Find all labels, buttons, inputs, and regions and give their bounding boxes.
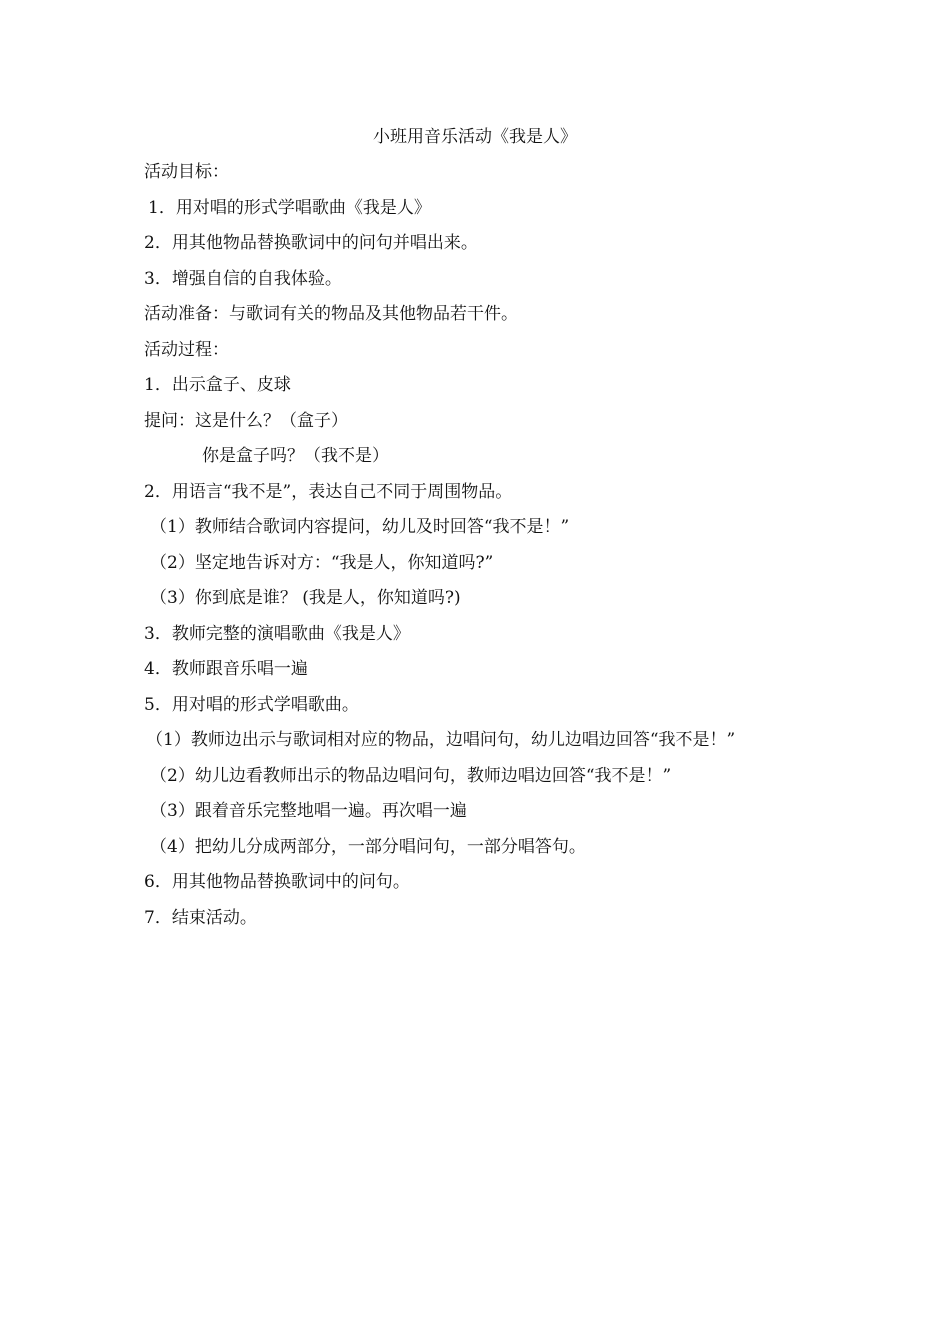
substep-5-2: （2）幼儿边看教师出示的物品边唱问句，教师边唱边回答“我不是！” [150, 765, 672, 786]
goal-item-1: 1．用对唱的形式学唱歌曲《我是人》 [148, 197, 431, 218]
substep-2-3: （3）你到底是谁？ (我是人，你知道吗?) [150, 588, 461, 608]
section-heading-goals: 活动目标： [144, 162, 229, 182]
substep-5-4: （4）把幼儿分成两部分，一部分唱问句，一部分唱答句。 [150, 836, 586, 857]
substep-2-1: （1）教师结合歌词内容提问，幼儿及时回答“我不是！” [150, 517, 570, 537]
substep-5-1: （1）教师边出示与歌词相对应的物品，边唱问句，幼儿边唱边回答“我不是！” [146, 730, 736, 750]
process-step-7: 7．结束活动。 [144, 907, 257, 928]
process-step-1: 1．出示盒子、皮球 [144, 375, 291, 395]
goal-item-3: 3．增强自信的自我体验。 [144, 268, 342, 289]
process-step-6: 6．用其他物品替换歌词中的问句。 [144, 872, 410, 892]
goal-item-2: 2．用其他物品替换歌词中的问句并唱出来。 [144, 233, 478, 253]
process-step-2: 2．用语言“我不是”，表达自己不同于周围物品。 [144, 481, 513, 502]
question-followup-line: 你是盒子吗？（我不是） [202, 446, 389, 466]
section-heading-process: 活动过程： [144, 339, 229, 360]
document-body [144, 159, 824, 940]
question-line: 提问：这是什么？（盒子） [144, 410, 348, 431]
substep-2-2: （2）坚定地告诉对方：“我是人，你知道吗?” [150, 552, 494, 573]
process-step-3: 3．教师完整的演唱歌曲《我是人》 [144, 623, 410, 644]
process-step-4: 4．教师跟音乐唱一遍 [144, 659, 308, 679]
preparation-line: 活动准备：与歌词有关的物品及其他物品若干件。 [144, 304, 518, 324]
document-title: 小班用音乐活动《我是人》 [373, 127, 577, 147]
substep-5-3: （3）跟着音乐完整地唱一遍。再次唱一遍 [150, 801, 467, 821]
process-step-5: 5．用对唱的形式学唱歌曲。 [144, 694, 359, 715]
